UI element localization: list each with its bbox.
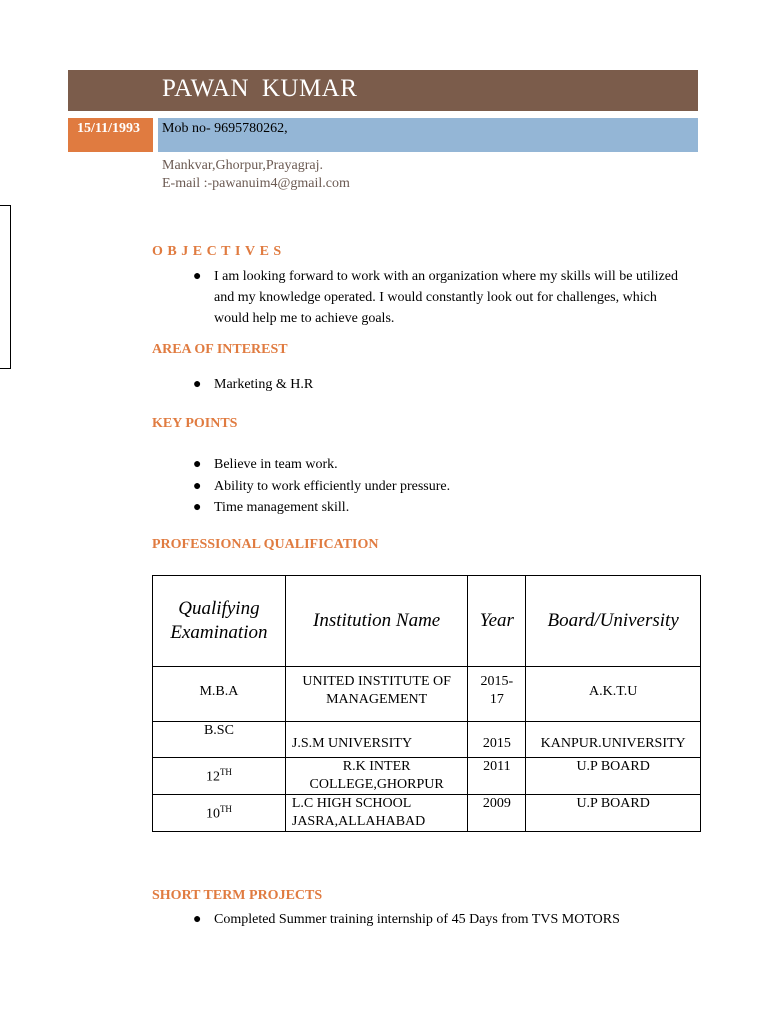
area-of-interest-heading: AREA OF INTEREST xyxy=(152,342,288,357)
projects-list xyxy=(190,909,710,930)
mobile-box xyxy=(158,118,698,152)
page-margin-box xyxy=(0,205,11,369)
candidate-name: PAWAN KUMAR xyxy=(162,75,358,102)
key-points-list xyxy=(190,454,680,519)
column-header-exam: Qualifying Examination xyxy=(153,576,286,667)
address-line: Mankvar,Ghorpur,Prayagraj. xyxy=(162,158,323,173)
area-of-interest-list xyxy=(190,374,680,395)
cell-institution: L.C HIGH SCHOOL JASRA,ALLAHABAD xyxy=(285,795,468,832)
short-term-projects-heading: SHORT TERM PROJECTS xyxy=(152,888,323,903)
list-item: ● Believe in team work. xyxy=(190,454,680,476)
column-header-year: Year xyxy=(468,576,526,667)
cell-board: A.K.T.U xyxy=(526,667,701,722)
bullet-icon: ● xyxy=(193,478,202,494)
table-row xyxy=(153,795,701,832)
cell-year: 2015 xyxy=(468,722,526,758)
cell-exam: 10TH xyxy=(153,795,286,832)
objectives-list xyxy=(190,266,680,329)
key-points-heading: KEY POINTS xyxy=(152,416,238,431)
contact-address xyxy=(162,157,350,193)
table-row xyxy=(153,722,701,758)
cell-exam: B.SC xyxy=(153,722,286,758)
table-header-row xyxy=(153,576,701,667)
column-header-board: Board/University xyxy=(526,576,701,667)
bullet-icon: ● xyxy=(193,912,202,927)
table-row xyxy=(153,667,701,722)
bullet-icon: ● xyxy=(193,457,202,472)
cell-board: U.P BOARD xyxy=(526,758,701,795)
qualification-table xyxy=(152,575,701,832)
list-item: ● Ability to work efficiently under pressure. xyxy=(190,476,680,498)
cell-exam: M.B.A xyxy=(153,667,286,722)
list-item: ● Marketing & H.R xyxy=(190,374,680,395)
list-item: ● Completed Summer training internship of 45 Days from TVS MOTORS xyxy=(190,909,710,930)
name-banner xyxy=(68,70,698,111)
objectives-heading: OBJECTIVES xyxy=(152,244,286,259)
cell-year: 2009 xyxy=(468,795,526,832)
table-row xyxy=(153,758,701,795)
cell-board: U.P BOARD xyxy=(526,795,701,832)
cell-exam: 12TH xyxy=(153,758,286,795)
list-item: ● Time management skill. xyxy=(190,497,680,519)
cell-institution: UNITED INSTITUTE OF MANAGEMENT xyxy=(285,667,468,722)
cell-institution: J.S.M UNIVERSITY xyxy=(285,722,468,758)
cell-board: KANPUR.UNIVERSITY xyxy=(526,722,701,758)
bullet-icon: ● xyxy=(193,500,202,515)
column-header-institution: Institution Name xyxy=(285,576,468,667)
cell-year: 2015-17 xyxy=(468,667,526,722)
mobile-number: Mob no- 9695780262, xyxy=(162,121,288,136)
list-item: ● I am looking forward to work with an organization where my skills will be utilized and my knowledge operated. I would constantly look out for challenges, which would help me to achieve goals. xyxy=(190,266,680,329)
cell-institution: R.K INTER COLLEGE,GHORPUR xyxy=(285,758,468,795)
professional-qualification-heading: PROFESSIONAL QUALIFICATION xyxy=(152,537,379,552)
bullet-icon: ● xyxy=(193,377,202,392)
email-line: E-mail :-pawanuim4@gmail.com xyxy=(162,176,350,191)
cell-year: 2011 xyxy=(468,758,526,795)
bullet-icon: ● xyxy=(193,269,202,284)
dob-box xyxy=(68,118,153,152)
date-of-birth: 15/11/1993 xyxy=(77,121,141,136)
